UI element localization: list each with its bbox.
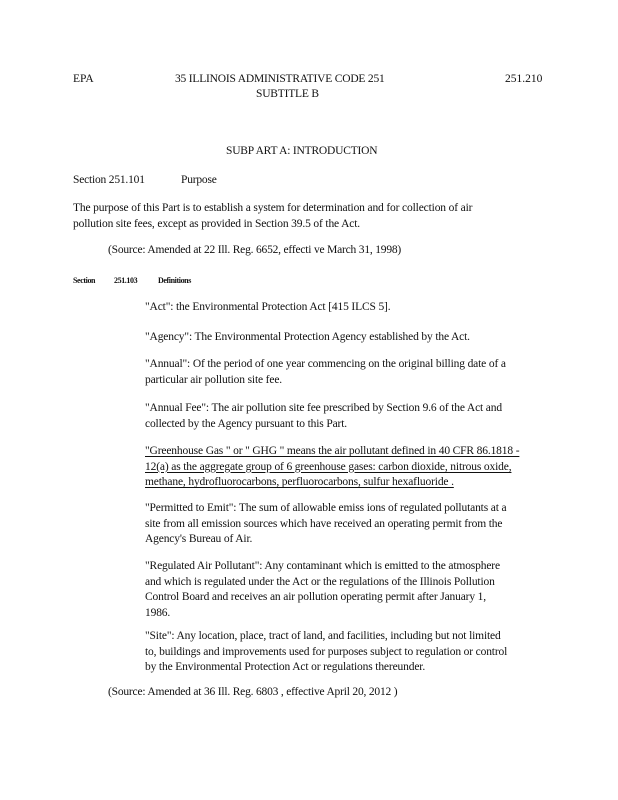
definition-greenhouse-gas [145, 444, 537, 491]
definition-line: to, buildings and improvements used for purposes subject to regulation or control [145, 645, 508, 658]
definition-line: Control Board and receives an air pollution operating permit after January 1, [145, 591, 487, 603]
section-101-body [73, 201, 513, 232]
definition-regulated-air-pollutant [145, 559, 537, 621]
header-section-number: 251.210 [505, 73, 543, 85]
definition-line: "Annual Fee": The air pollution site fee prescribed by Section 9.6 of the Act and [145, 402, 502, 414]
definition-line: and which is regulated under the Act or the regulations of the Illinois Pollution [145, 575, 495, 588]
definition-agency [145, 330, 537, 346]
definition-line: by the Environmental Protection Act or regulations thereunder. [145, 661, 426, 673]
definition-line: "Greenhouse Gas " or " GHG " means the air pollutant defined in 40 CFR 86.1818 - [145, 445, 520, 457]
definition-line: "Act": the Environmental Protection Act [415 ILCS 5]. [145, 301, 391, 313]
section-101-source: (Source: Amended at 22 Ill. Reg. 6652, effecti ve March 31, 1998) [108, 244, 402, 256]
header-agency: EPA [73, 73, 94, 85]
section-103-label: Section [73, 276, 96, 285]
section-101-label: Section 251.101 [73, 174, 145, 186]
definition-line: 12(a) as the aggregate group of 6 greenhouse gases: carbon dioxide, nitrous oxide, [145, 460, 512, 473]
definition-line: "Agency": The Environmental Protection Agency established by the Act. [145, 331, 470, 343]
definition-line: "Site": Any location, place, tract of land, and facilities, including but not limited [145, 630, 501, 642]
definition-line: particular air pollution site fee. [145, 373, 282, 386]
definition-annual-fee [145, 401, 537, 432]
definition-line: 1986. [145, 606, 171, 619]
section-103-source: (Source: Amended at 36 Ill. Reg. 6803 , effective April 20, 2012 ) [108, 686, 398, 698]
definition-line: "Annual": Of the period of one year commencing on the original billing date of a [145, 358, 506, 370]
definition-line: methane, hydrofluorocarbons, perfluorocarbons, sulfur hexafluoride . [145, 476, 454, 488]
header-subtitle: SUBTITLE B [256, 88, 319, 100]
section-101-name: Purpose [181, 174, 217, 186]
definition-permitted-to-emit [145, 501, 537, 548]
definition-line: "Regulated Air Pollutant": Any contaminant which is emitted to the atmosphere [145, 560, 500, 572]
header-title: 35 ILLINOIS ADMINISTRATIVE CODE 251 [175, 73, 385, 85]
body-line: The purpose of this Part is to establish a system for determination and for collection of air [73, 202, 473, 214]
definition-line: site from all emission sources which have received an operating permit from the [145, 517, 503, 530]
definition-act [145, 300, 537, 316]
section-103-name: Definitions [158, 276, 191, 285]
body-line: pollution site fees, except as provided in Section 39.5 of the Act. [73, 217, 360, 230]
definition-site [145, 629, 537, 676]
subpart-heading: SUBP ART A: INTRODUCTION [226, 145, 378, 157]
definition-line: collected by the Agency pursuant to this Part. [145, 417, 347, 430]
definition-line: "Permitted to Emit": The sum of allowable emiss ions of regulated pollutants at a [145, 502, 507, 514]
definition-line: Agency's Bureau of Air. [145, 533, 253, 545]
definition-annual [145, 357, 537, 388]
section-103-number: 251.103 [114, 276, 138, 285]
